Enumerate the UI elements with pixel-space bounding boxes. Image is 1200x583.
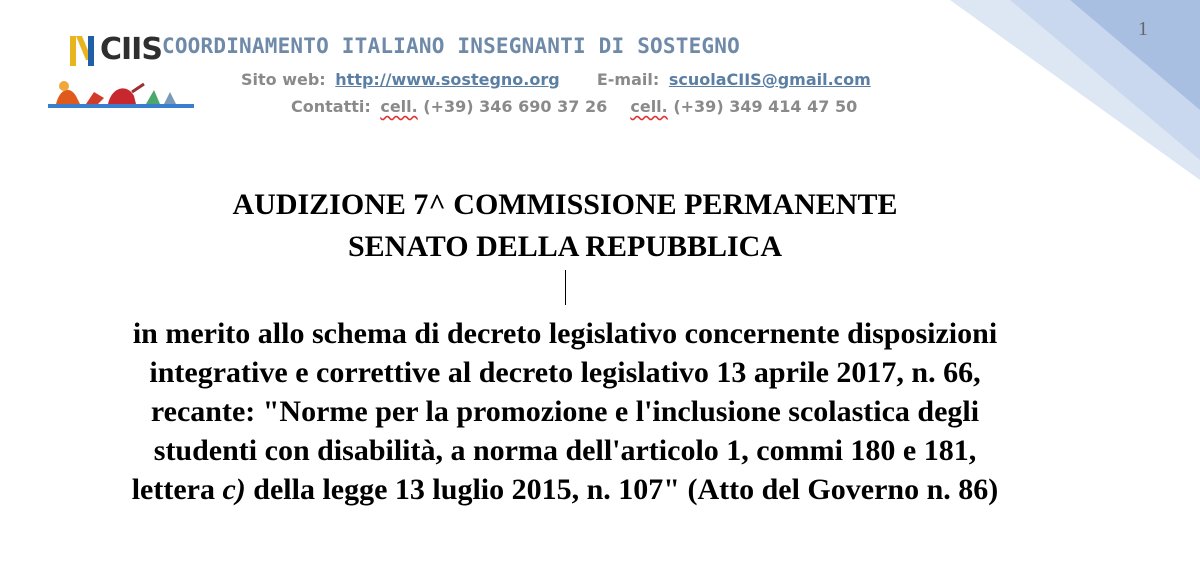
subject-line-5-end: della legge 13 luglio 2015, n. 107" (Atto del Governo n. 86) bbox=[245, 473, 999, 506]
phone1-prefix: cell. bbox=[380, 97, 418, 116]
subject-line-4: studenti con disabilità, a norma dell'articolo 1, commi 180 e 181, bbox=[153, 434, 977, 467]
document-subject bbox=[25, 314, 1105, 509]
website-email-line bbox=[241, 70, 871, 89]
phone1-number: (+39) 346 690 37 26 bbox=[423, 97, 608, 116]
subject-line-2: integrative e correttive al decreto legislativo 13 aprile 2017, n. 66, bbox=[149, 356, 981, 389]
document-title-line-2: SENATO DELLA REPUBBLICA bbox=[347, 230, 782, 263]
website-label: Sito web: bbox=[241, 70, 326, 89]
email-link[interactable]: scuolaCIIS@gmail.com bbox=[668, 70, 871, 89]
logo-text: CIIS bbox=[100, 32, 162, 67]
page-number: 1 bbox=[1138, 18, 1148, 40]
contacts-label: Contatti: bbox=[291, 97, 371, 116]
subject-line-3: recante: "Norme per la promozione e l'inclusione scolastica degli bbox=[150, 395, 980, 428]
phone2-number: (+39) 349 414 47 50 bbox=[673, 97, 858, 116]
subject-line-5-start: lettera bbox=[131, 473, 223, 506]
phone2-prefix: cell. bbox=[630, 97, 668, 116]
website-link[interactable]: http://www.sostegno.org bbox=[335, 70, 560, 89]
text-cursor bbox=[565, 270, 566, 305]
email-label: E-mail: bbox=[596, 70, 660, 89]
corner-decoration bbox=[950, 0, 1200, 180]
subject-line-1: in merito allo schema di decreto legislativo concernente disposizioni bbox=[132, 317, 998, 350]
document-title-line-1: AUDIZIONE 7^ COMMISSIONE PERMANENTE bbox=[232, 188, 898, 221]
contacts-line bbox=[291, 97, 857, 116]
subject-line-5 bbox=[25, 470, 1105, 509]
organization-name: COORDINAMENTO ITALIANO INSEGNANTI DI SOSTEGNO bbox=[162, 34, 740, 58]
subject-line-5-italic: c) bbox=[222, 473, 246, 506]
